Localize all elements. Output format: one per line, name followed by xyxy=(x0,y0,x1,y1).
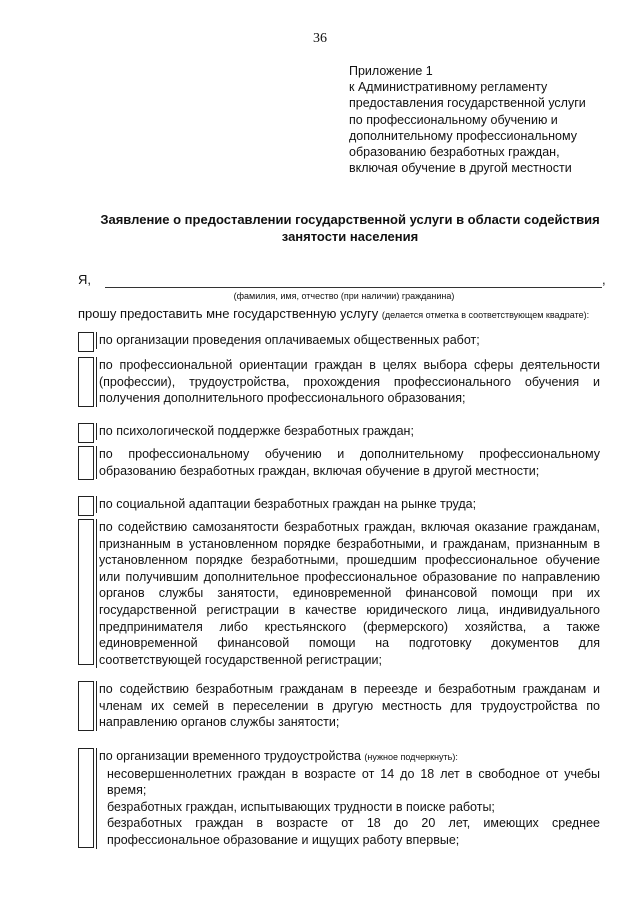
request-line xyxy=(78,306,589,321)
temp-employment-subitem: безработных граждан, испытывающих трудности в поиске работы; xyxy=(107,799,495,814)
appendix-line: к Административному регламенту xyxy=(349,80,548,95)
service-option xyxy=(78,681,600,731)
appendix-line: предоставления государственной услуги xyxy=(349,96,586,111)
document-title: Заявление о предоставлении государственной услуги в области содействия занятости населения xyxy=(100,212,600,244)
service-option xyxy=(78,748,600,848)
name-comma: , xyxy=(602,272,606,287)
option-text: по профессиональному обучению и дополнительному профессиональному образованию безработных граждан, включая обучение в другой местности; xyxy=(96,446,600,479)
appendix-line: включая обучение в другой местности xyxy=(349,161,572,176)
option-checkbox[interactable] xyxy=(78,681,94,731)
option-checkbox[interactable] xyxy=(78,423,94,443)
option-text: по содействию самозанятости безработных граждан, включая оказание гражданам, признанным в установленном порядке безработными, и гражданам, признанным в установленном порядке безработными, прошедшим профессиональное обучение или получившим дополнительное профессиональное образование по направлению органов службы занятости, единовременной финансовой помощи при их государственной регистрации в качестве юридического лица, индивидуального предпринимателя либо крестьянского (фермерского) хозяйства, а также единовременной финансовой помощи на подготовку документов для соответствующей государственной регистрации; xyxy=(96,519,600,668)
option-text: по содействию безработным гражданам в переезде и безработным гражданам и членам их семей в переселении в другую местность для трудоустройства по направлению органов службы занятости; xyxy=(96,681,600,731)
appendix-line: образованию безработных граждан, xyxy=(349,145,560,160)
option-text: по психологической поддержке безработных граждан; xyxy=(96,423,600,440)
service-option xyxy=(78,357,600,407)
option-checkbox[interactable] xyxy=(78,748,94,848)
option-text xyxy=(96,748,600,849)
service-option xyxy=(78,519,600,665)
request-hint: (делается отметка в соответствующем квадрате): xyxy=(381,310,590,320)
option-checkbox[interactable] xyxy=(78,446,94,480)
option-checkbox[interactable] xyxy=(78,519,94,665)
service-option xyxy=(78,332,600,352)
appendix-line: Приложение 1 xyxy=(349,64,433,78)
applicant-name-field[interactable] xyxy=(105,287,602,288)
temp-employment-label: по организации временного трудоустройства xyxy=(99,749,361,763)
option-text: по социальной адаптации безработных граждан на рынке труда; xyxy=(96,496,600,513)
option-checkbox[interactable] xyxy=(78,332,94,352)
service-option xyxy=(78,446,600,480)
appendix-line: по профессиональному обучению и xyxy=(349,112,558,127)
appendix-header xyxy=(349,63,609,176)
service-option xyxy=(78,423,600,443)
temp-employment-hint: (нужное подчеркнуть): xyxy=(364,752,458,762)
option-checkbox[interactable] xyxy=(78,496,94,516)
option-text: по организации проведения оплачиваемых общественных работ; xyxy=(96,332,600,349)
option-text: по профессиональной ориентации граждан в целях выбора сферы деятельности (профессии), трудоустройства, прохождения профессионального обучения и получения дополнительного профессионального образования; xyxy=(96,357,600,407)
name-prefix: Я, xyxy=(78,272,91,287)
page-number: 36 xyxy=(313,31,327,46)
name-hint: (фамилия, имя, отчество (при наличии) гражданина) xyxy=(233,291,455,301)
service-option xyxy=(78,496,600,516)
temp-employment-subitem: несовершеннолетних граждан в возрасте от 14 до 18 лет в свободное от учебы время; xyxy=(107,766,600,798)
option-checkbox[interactable] xyxy=(78,357,94,407)
request-text: прошу предоставить мне государственную услугу xyxy=(78,306,379,321)
temp-employment-subitem: безработных граждан в возрасте от 18 до 20 лет, имеющих среднее профессиональное образование и ищущих работу впервые; xyxy=(107,816,600,847)
applicant-name-line xyxy=(78,272,610,292)
appendix-line: дополнительному профессиональному xyxy=(349,128,577,143)
